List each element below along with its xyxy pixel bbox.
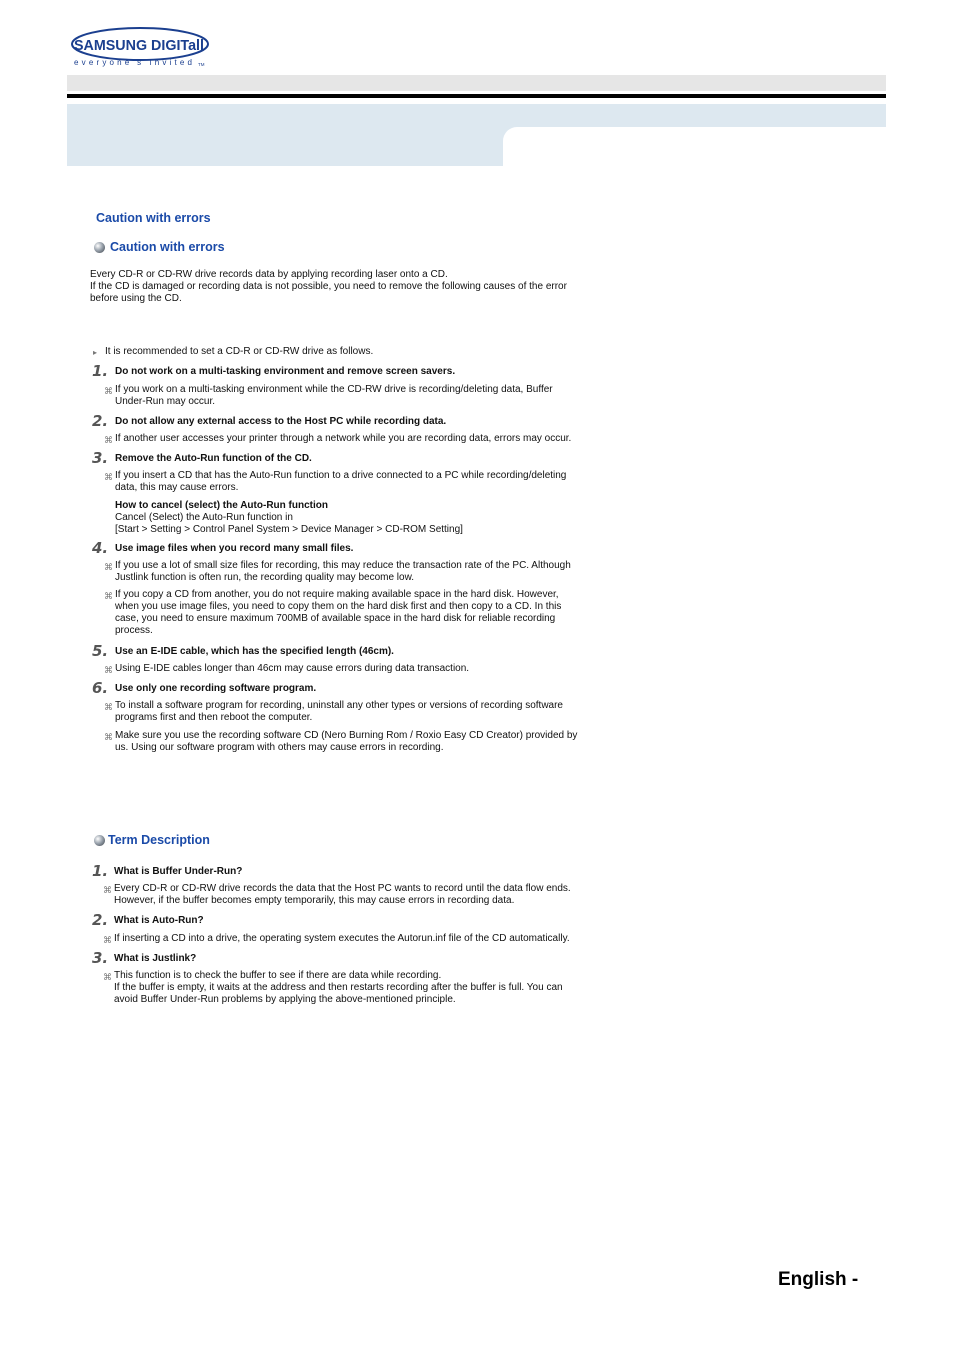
step-number-2: 2. (92, 412, 109, 430)
arrow-bullet-icon: ▸ (93, 348, 98, 357)
header-rule (67, 94, 886, 98)
term-number-3: 3. (92, 949, 109, 967)
note-line: programs first and then reboot the computer. (115, 712, 313, 723)
term-title-3: What is Justlink? (114, 953, 197, 964)
term-line: This function is to check the buffer to see if there are data while recording. (114, 970, 442, 981)
step-number-6: 6. (92, 679, 109, 697)
note-line: Make sure you use the recording software CD (Nero Burning Rom / Roxio Easy CD Creator) provided by (115, 730, 578, 741)
logo-tagline: everyone's invited (74, 58, 192, 67)
section-title-caution: Caution with errors (110, 240, 225, 254)
bullet-ball-icon (94, 242, 105, 253)
page-language-label: English - (778, 1269, 859, 1290)
note-line: case, you need to ensure maximum 700MB of available space in the hard disk for reliable recording (115, 613, 556, 624)
header-block (67, 127, 503, 166)
note-line: data, this may cause errors. (115, 482, 239, 493)
note-line: Justlink function is often run, the recording quality may become low. (115, 572, 415, 583)
intro-line: before using the CD. (90, 293, 182, 304)
step-note (115, 589, 635, 637)
note-line: If you insert a CD that has the Auto-Run function to a drive connected to a PC while recording/deleting (115, 470, 567, 481)
term-number-2: 2. (92, 911, 109, 929)
step-title-6: Use only one recording software program. (115, 683, 317, 694)
bullet-ball-icon (94, 835, 105, 846)
section-title-terms: Term Description (108, 833, 210, 847)
note-line: process. (115, 625, 153, 636)
header-grey-bar (67, 75, 886, 91)
note-icon: ⌘ (104, 702, 113, 712)
note-line: If you work on a multi-tasking environment while the CD-RW drive is recording/deleting data, Buffer (115, 384, 553, 395)
step-title-3: Remove the Auto-Run function of the CD. (115, 453, 312, 464)
note-line: If another user accesses your printer through a network while you are recording data, errors may occur. (115, 433, 572, 444)
step-note (115, 730, 635, 754)
note-line: Under-Run may occur. (115, 396, 216, 407)
logo-tm: TM (198, 62, 205, 67)
intro-paragraph (90, 269, 630, 305)
note-icon: ⌘ (104, 562, 113, 572)
term-line: However, if the buffer becomes empty temporarily, this may cause errors in recording data. (114, 895, 515, 906)
step-title-4: Use image files when you record many small files. (115, 543, 354, 554)
note-icon: ⌘ (104, 665, 113, 675)
howto-line: [Start > Setting > Control Panel System > Device Manager > CD-ROM Setting] (115, 524, 463, 535)
term-title-2: What is Auto-Run? (114, 915, 204, 926)
step-note (115, 384, 635, 408)
howto-line: Cancel (Select) the Auto-Run function in (115, 512, 293, 523)
step-note (115, 700, 635, 724)
intro-line: If the CD is damaged or recording data is not possible, you need to remove the following causes of the error (90, 281, 567, 292)
note-line: when you use image files, you need to copy them on the hard disk first and then copy to a CD. In this (115, 601, 562, 612)
step-number-1: 1. (92, 362, 109, 380)
note-icon: ⌘ (103, 972, 112, 982)
term-line: If inserting a CD into a drive, the operating system executes the Autorun.inf file of the CD automatically. (114, 933, 570, 944)
step-title-2: Do not allow any external access to the Host PC while recording data. (115, 416, 447, 427)
note-icon: ⌘ (104, 435, 113, 445)
note-line: us. Using our software program with others may cause errors in recording. (115, 742, 444, 753)
step-number-5: 5. (92, 642, 109, 660)
logo-brand: SAMSUNG DIGITall (74, 37, 204, 54)
note-line: Using E-IDE cables longer than 46cm may cause errors during data transaction. (115, 663, 470, 674)
header-band (67, 104, 886, 127)
term-text (114, 883, 644, 907)
step-title-1: Do not work on a multi-tasking environment and remove screen savers. (115, 366, 456, 377)
note-icon: ⌘ (103, 885, 112, 895)
term-title-1: What is Buffer Under-Run? (114, 866, 243, 877)
step-note (115, 470, 635, 494)
note-icon: ⌘ (103, 935, 112, 945)
step-note (115, 663, 635, 675)
note-line: To install a software program for recording, uninstall any other types or versions of recording software (115, 700, 563, 711)
step-note (115, 433, 635, 445)
term-line: avoid Buffer Under-Run problems by applying the above-mentioned principle. (114, 994, 456, 1005)
term-text (114, 970, 644, 1006)
recommend-text: It is recommended to set a CD-R or CD-RW drive as follows. (105, 346, 374, 357)
term-line: If the buffer is empty, it waits at the address and then restarts recording after the buffer is full. You can (114, 982, 563, 993)
step-number-4: 4. (92, 539, 109, 557)
intro-line: Every CD-R or CD-RW drive records data by applying recording laser onto a CD. (90, 269, 448, 280)
note-icon: ⌘ (104, 732, 113, 742)
note-line: If you use a lot of small size files for recording, this may reduce the transaction rate of the PC. Although (115, 560, 571, 571)
step-number-3: 3. (92, 449, 109, 467)
note-line: If you copy a CD from another, you do not require making available space in the hard disk. However, (115, 589, 559, 600)
term-text (114, 933, 644, 945)
step-title-5: Use an E-IDE cable, which has the specified length (46cm). (115, 646, 394, 657)
term-line: Every CD-R or CD-RW drive records the data that the Host PC wants to record until the data flow ends. (114, 883, 571, 894)
note-icon: ⌘ (104, 472, 113, 482)
step-note (115, 560, 635, 584)
note-icon: ⌘ (104, 386, 113, 396)
term-number-1: 1. (92, 862, 109, 880)
header-notch-curve (503, 127, 531, 155)
autorun-howto-title: How to cancel (select) the Auto-Run function (115, 500, 328, 511)
autorun-howto-text (115, 512, 635, 536)
samsung-logo (70, 26, 210, 68)
breadcrumb: Caution with errors (96, 211, 211, 225)
note-icon: ⌘ (104, 591, 113, 601)
